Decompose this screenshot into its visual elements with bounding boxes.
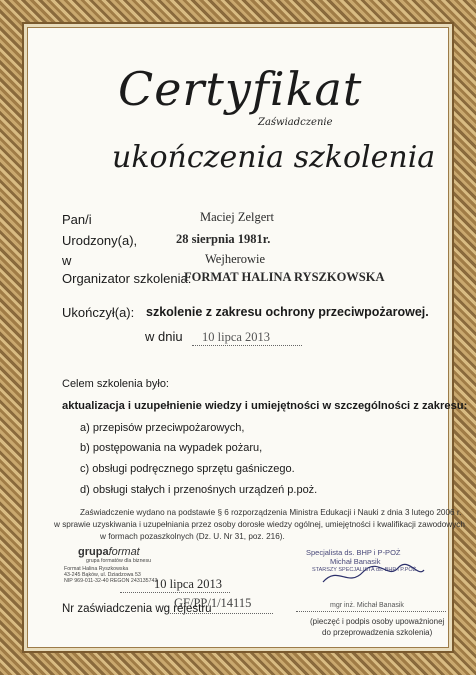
completed-value: szkolenie z zakresu ochrony przeciwpożarowej. bbox=[146, 305, 429, 319]
name-value: Maciej Zelgert bbox=[200, 210, 274, 224]
born-value: 28 sierpnia 1981r. bbox=[176, 232, 271, 246]
stamp-signature: mgr inż. Michał Banasik bbox=[330, 602, 404, 609]
signature-dots bbox=[296, 611, 446, 612]
sign-note-1: (pieczęć i podpis osoby upoważnionej bbox=[310, 617, 445, 626]
goal-item-c: c) obsługi podręcznego sprzętu gaśniczego. bbox=[80, 463, 295, 475]
date-value: 10 lipca 2013 bbox=[202, 330, 271, 344]
company-logo bbox=[64, 546, 164, 586]
specialist-stamp bbox=[300, 548, 450, 594]
goal-item-d: d) obsługi stałych i przenośnych urządzeń p.poż. bbox=[80, 484, 318, 496]
logo-line-1: Format Halina Ryszkowska bbox=[64, 566, 129, 572]
logo-brand-b: format bbox=[108, 546, 140, 558]
born-label: Urodzony(a), bbox=[62, 233, 138, 248]
sign-note-2: do przeprowadzenia szkolenia) bbox=[322, 628, 433, 637]
place-value: Wejherowie bbox=[205, 252, 266, 266]
issue-date-dots bbox=[120, 592, 230, 593]
date-dots bbox=[192, 345, 302, 346]
logo-tagline: grupa formatów dla biznesu bbox=[86, 558, 152, 564]
registry-label: Nr zaświadczenia wg rejestru bbox=[62, 603, 212, 615]
logo-brand-a: grupa bbox=[78, 546, 109, 558]
logo-line-2: 43-245 Bąków, ul. Dziadzowa 53 bbox=[64, 572, 141, 578]
place-label: w bbox=[62, 253, 72, 268]
date-label: w dniu bbox=[145, 329, 183, 344]
organizer-label: Organizator szkolenia: bbox=[62, 271, 192, 286]
name-label: Pan/i bbox=[62, 212, 92, 227]
goal-item-a: a) przepisów przeciwpożarowych, bbox=[80, 422, 245, 434]
goal-intro: Celem szkolenia było: bbox=[62, 378, 169, 390]
legal-line-2: w sprawie uzyskiwania i uzupełniania przez osoby dorosłe wiedzy ogólnej, umiejętności i kwalifikacji zawodowych bbox=[54, 520, 465, 529]
legal-line-1: Zaświadczenie wydano na podstawie § 6 rozporządzenia Ministra Edukacji i Nauki z dnia 3 lutego 2006 r. bbox=[80, 508, 462, 517]
goal-item-b: b) postępowania na wypadek pożaru, bbox=[80, 442, 263, 454]
organizer-value: FORMAT HALINA RYSZKOWSKA bbox=[184, 270, 385, 284]
certificate-subtitle-small: Zaświadczenie bbox=[258, 117, 333, 128]
stamp-line-2: Michał Banasik bbox=[330, 557, 381, 566]
completed-label: Ukończył(a): bbox=[62, 305, 135, 320]
stamp-line-1: Specjalista ds. BHP i P-POŻ bbox=[306, 548, 401, 557]
stamp-line-3: STARSZY SPECJALISTA ds. BHP i P.POŻ. bbox=[312, 567, 418, 573]
certificate-subtitle: ukończenia szkolenia bbox=[112, 140, 436, 175]
certificate-title: Certyfikat bbox=[118, 62, 363, 116]
registry-value: GF/PP/1/14115 bbox=[174, 596, 252, 610]
logo-line-3: NIP 969-011-32-40 REGON 243135743 bbox=[64, 578, 158, 584]
legal-line-3: w formach pozaszkolnych (Dz. U. Nr 31, poz. 216). bbox=[100, 532, 285, 541]
registry-dots bbox=[168, 613, 273, 614]
issue-date: 10 lipca 2013 bbox=[154, 577, 223, 591]
goal-heading: aktualizacja i uzupełnienie wiedzy i umiejętności w szczególności z zakresu: bbox=[62, 400, 468, 412]
signature-scribble bbox=[318, 560, 428, 590]
